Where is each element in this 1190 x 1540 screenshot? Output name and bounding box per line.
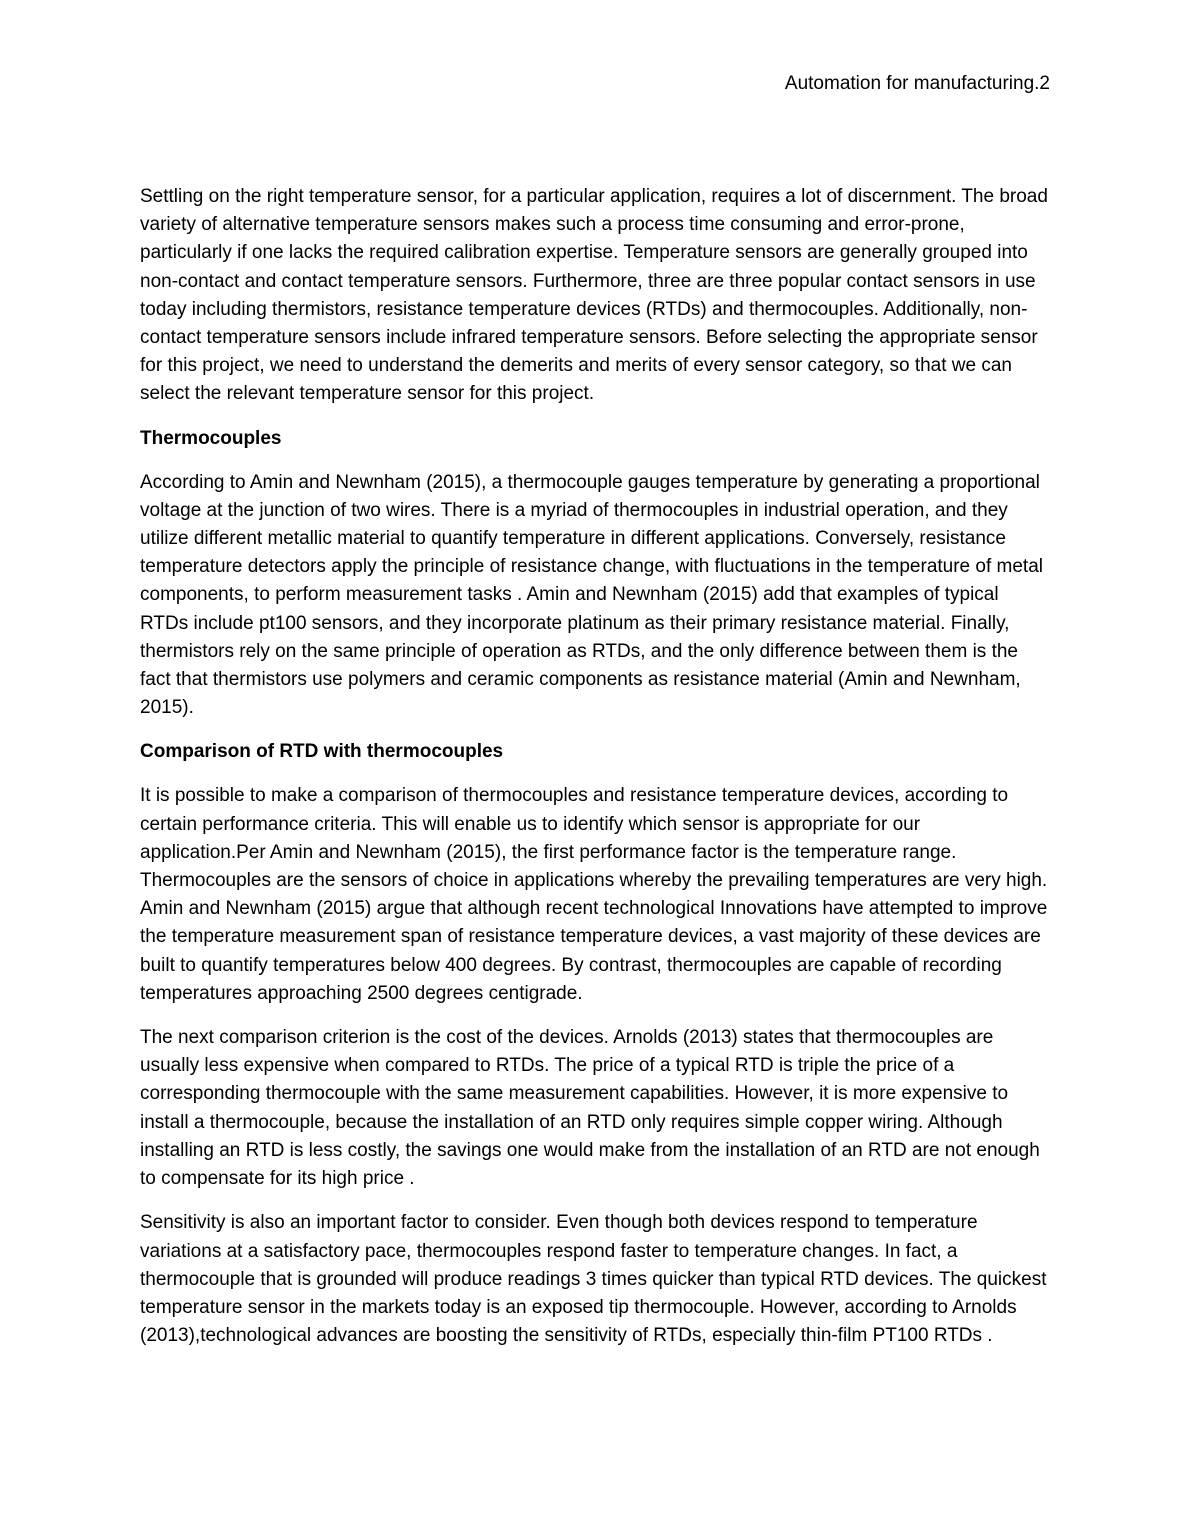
intro-paragraph: Settling on the right temperature sensor, for a particular application, requires a lot of discernment. The broad variety of alternative temperature sensors makes such a process time consuming and error-prone, particularly if one lacks the required calibration expertise. Temperature sensors are generally grouped into non-contact and contact temperature sensors. Furthermore, three are three popular contact sensors in use today including thermistors, resistance temperature devices (RTDs) and thermocouples. Additionally, non-contact temperature sensors include infrared temperature sensors. Before selecting the appropriate sensor for this project, we need to understand the demerits and merits of every sensor category, so that we can select the relevant temperature sensor for this project. [140,186,1048,405]
section-heading-thermocouples: Thermocouples [140,427,282,449]
comparison-paragraph-sensitivity: Sensitivity is also an important factor to consider. Even though both devices respond to temperature variations at a satisfactory pace, thermocouples respond faster to temperature changes. In fact, a thermocouple that is grounded will produce readings 3 times quicker than typical RTD devices. The quickest temperature sensor in the markets today is an exposed tip thermocouple. However, according to Arnolds (2013),technological advances are boosting the sensitivity of RTDs, especially thin-film PT100 RTDs . [140,1212,1047,1347]
comparison-paragraph-temperature-range: It is possible to make a comparison of thermocouples and resistance temperature devices, according to certain performance criteria. This will enable us to identify which sensor is appropriate for our application.Per Amin and Newnham (2015), the first performance factor is the temperature range. Thermocouples are the sensors of choice in applications whereby the prevailing temperatures are very high. Amin and Newnham (2015) argue that although recent technological Innovations have attempted to improve the temperature measurement span of resistance temperature devices, a vast majority of these devices are built to quantify temperatures below 400 degrees. By contrast, thermocouples are capable of recording temperatures approaching 2500 degrees centigrade. [140,785,1048,1004]
thermocouples-paragraph: According to Amin and Newnham (2015), a thermocouple gauges temperature by generating a proportional voltage at the junction of two wires. There is a myriad of thermocouples in industrial operation, and they utilize different metallic material to quantify temperature in different applications. Conversely, resistance temperature detectors apply the principle of resistance change, with fluctuations in the temperature of metal components, to perform measurement tasks . Amin and Newnham (2015) add that examples of typical RTDs include pt100 sensors, and they incorporate platinum as their primary resistance material. Finally, thermistors rely on the same principle of operation as RTDs, and the only difference between them is the fact that thermistors use polymers and ceramic components as resistance material (Amin and Newnham, 2015). [140,471,1043,719]
document-body [140,183,1050,1366]
section-heading-comparison: Comparison of RTD with thermocouples [140,741,504,763]
running-header: Automation for manufacturing.2 [784,73,1050,94]
comparison-paragraph-cost: The next comparison criterion is the cost of the devices. Arnolds (2013) states that thermocouples are usually less expensive when compared to RTDs. The price of a typical RTD is triple the price of a corresponding thermocouple with the same measurement capabilities. However, it is more expensive to install a thermocouple, because the installation of an RTD only requires simple copper wiring. Although installing an RTD is less costly, the savings one would make from the installation of an RTD are not enough to compensate for its high price . [140,1027,1040,1190]
